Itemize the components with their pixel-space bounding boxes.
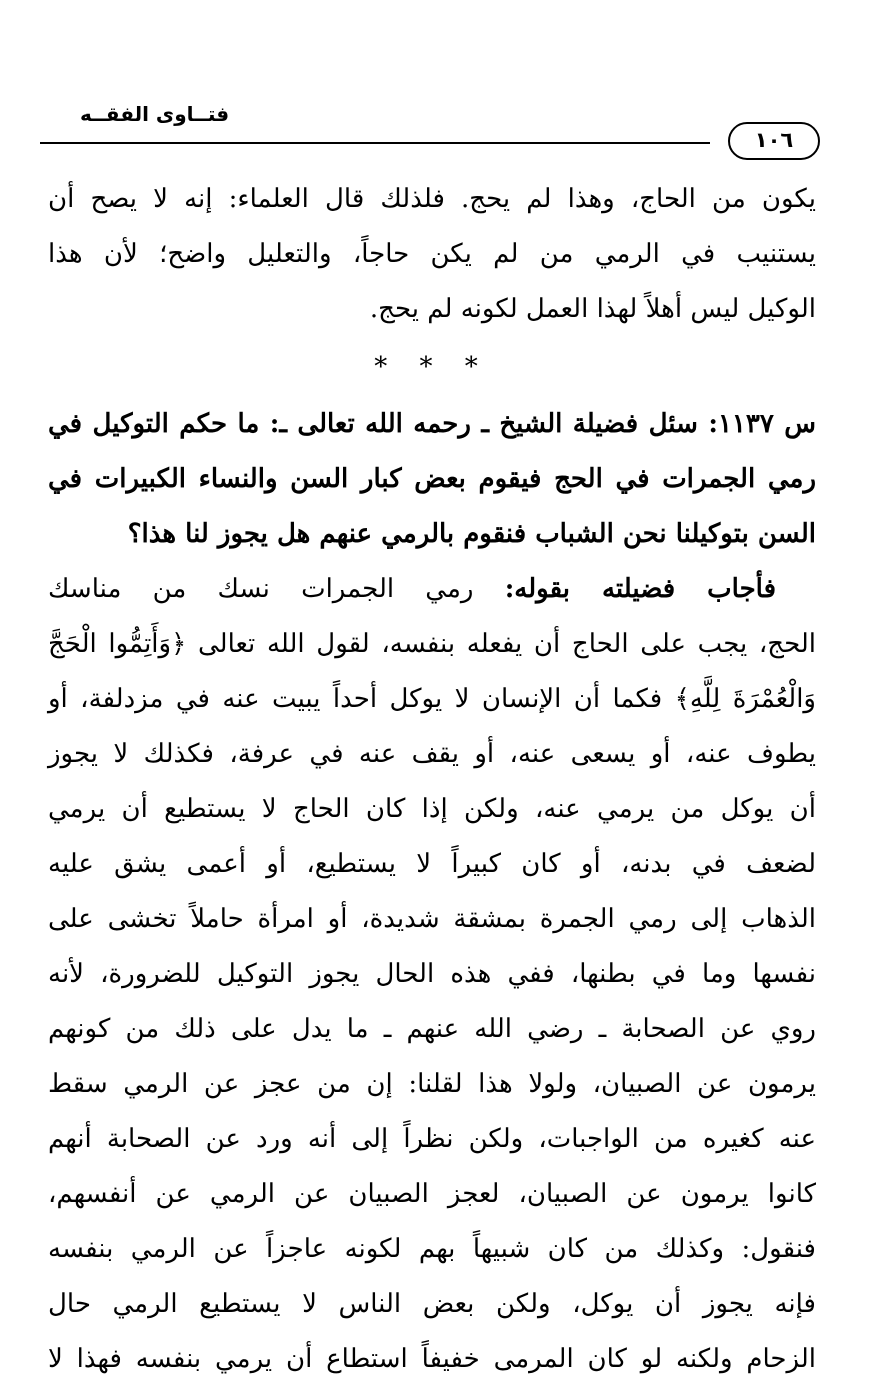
section-separator: * * * — [374, 352, 490, 382]
page-body — [48, 172, 816, 1387]
question-line: رمي الجمرات في الحج فيقوم بعض كبار السن والنساء الكبيرات في — [48, 464, 816, 494]
intro-line: يكون من الحاج، وهذا لم يحج. فلذلك قال العلماء: إنه لا يصح أن — [48, 184, 816, 214]
answer-line: رمي الجمرات نسك من مناسك — [48, 574, 474, 604]
page-header — [40, 90, 820, 160]
answer-line: يطوف عنه، أو يسعى عنه، أو يقف عنه في عرفة، فكذلك لا يجوز — [48, 739, 816, 769]
intro-line: يستنيب في الرمي من لم يكن حاجاً، والتعليل واضح؛ لأن هذا — [48, 239, 816, 269]
answer-line: الحج، يجب على الحاج أن يفعله بنفسه، لقول الله تعالى ﴿وَأَتِمُّوا الْحَجَّ — [48, 629, 816, 659]
intro-line: الوكيل ليس أهلاً لهذا العمل لكونه لم يحج. — [369, 294, 816, 324]
question-line: س ١١٣٧: سئل فضيلة الشيخ ـ رحمه الله تعالى ـ: ما حكم التوكيل في — [48, 409, 816, 439]
answer-first-line — [48, 562, 816, 617]
answer-line: كانوا يرمون عن الصبيان، لعجز الصبيان عن الرمي عن أنفسهم، — [48, 1179, 816, 1209]
answer-line: يرمون عن الصبيان، ولولا هذا لقلنا: إن من عجز عن الرمي سقط — [48, 1069, 816, 1099]
answer-line: أن يوكل من يرمي عنه، ولكن إذا كان الحاج لا يستطيع أن يرمي — [48, 794, 816, 824]
answer-line: روي عن الصحابة ـ رضي الله عنهم ـ ما يدل على ذلك من كونهم — [48, 1014, 816, 1044]
header-rule — [40, 142, 710, 144]
answer-line: عنه كغيره من الواجبات، ولكن نظراً إلى أنه ورد عن الصحابة أنهم — [48, 1124, 816, 1154]
answer-line: لضعف في بدنه، أو كان كبيراً لا يستطيع، أو أعمى يشق عليه — [48, 849, 816, 879]
page-number: ١٠٦ — [728, 122, 820, 160]
answer-line: فنقول: وكذلك من كان شبيهاً بهم لكونه عاجزاً عن الرمي بنفسه — [48, 1234, 816, 1264]
answer-line: الذهاب إلى رمي الجمرة بمشقة شديدة، أو امرأة حاملاً تخشى على — [48, 904, 817, 934]
answer-line: فإنه يجوز أن يوكل، ولكن بعض الناس لا يستطيع الرمي حال — [48, 1289, 816, 1319]
running-title: فتــاوى الفقــه — [80, 102, 230, 126]
answer-line: نفسها وما في بطنها، ففي هذه الحال يجوز التوكيل للضرورة، لأنه — [48, 959, 816, 989]
answer-line: الزحام ولكنه لو كان المرمى خفيفاً استطاع أن يرمي بنفسه فهذا لا — [48, 1344, 816, 1374]
answer-line: وَالْعُمْرَةَ لِلَّهِ﴾ فكما أن الإنسان لا يوكل أحداً يبيت عنه في مزدلفة، أو — [48, 684, 816, 714]
answer-lead: فأجاب فضيلته بقوله: — [504, 574, 777, 604]
question-line: السن بتوكيلنا نحن الشباب فنقوم بالرمي عنهم هل يجوز لنا هذا؟ — [127, 519, 816, 549]
